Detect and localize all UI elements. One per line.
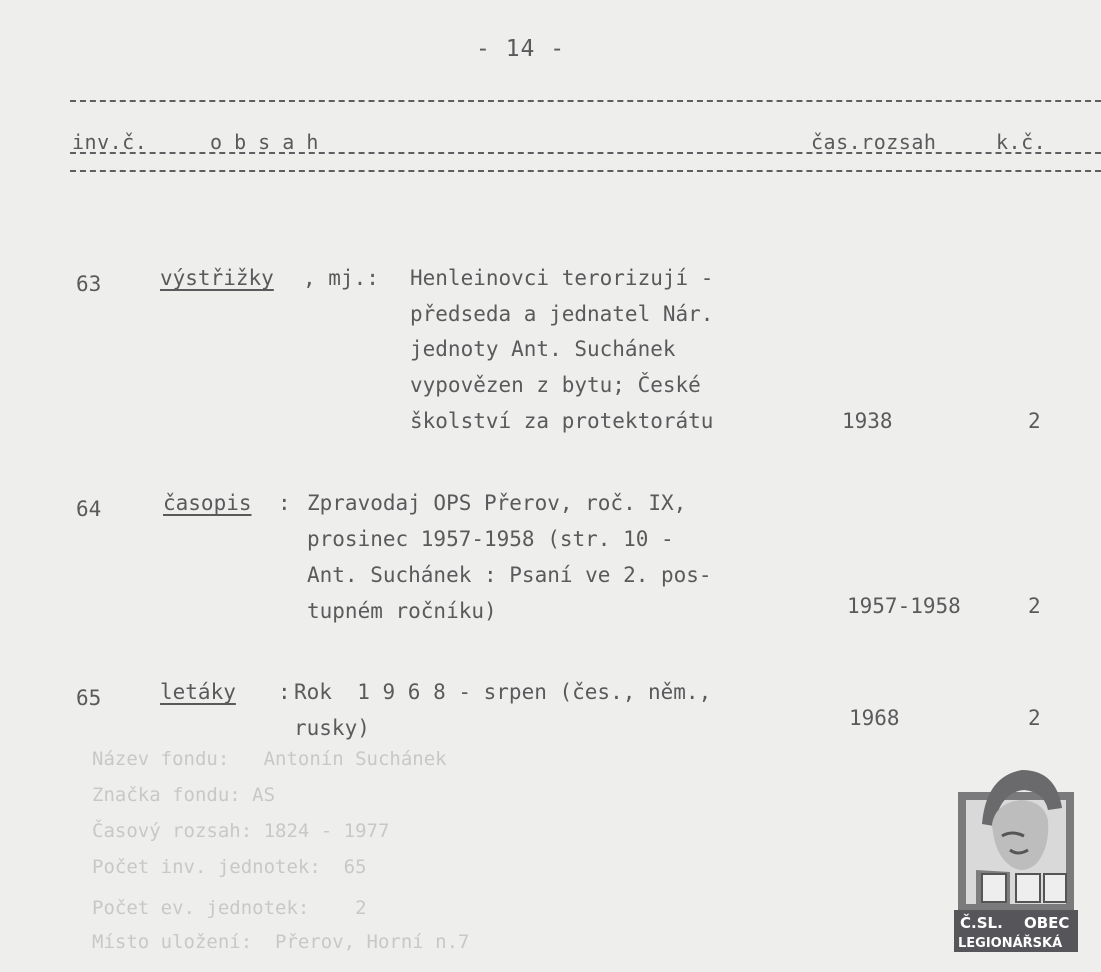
entry-line: předseda a jednatel Nár. (410, 302, 714, 326)
entry-suffix: , mj.: (303, 266, 379, 290)
entry-line: Ant. Suchánek : Psaní ve 2. pos- (307, 563, 712, 587)
entry-category: výstřižky (160, 266, 274, 290)
entry-suffix: : (278, 491, 291, 515)
ghost-line: Místo uložení: Přerov, Horní n.7 (92, 931, 470, 953)
entry-time-range: 1957-1958 (847, 594, 961, 618)
header-rule-bottom (70, 170, 1101, 172)
header-box: k.č. (996, 130, 1047, 154)
ghost-line: Název fondu: Antonín Suchánek (92, 748, 447, 770)
logo-text-line2: OBEC (1024, 914, 1070, 932)
entry-box: 2 (1028, 409, 1041, 433)
entry-inv: 63 (76, 272, 102, 296)
entry-line: tupném ročníku) (307, 599, 497, 623)
legion-logo (952, 752, 1080, 954)
logo-text-line3: LEGIONÁŘSKÁ (958, 936, 1063, 951)
entry-line: prosinec 1957-1958 (str. 10 - (307, 527, 674, 551)
entry-line: školství za protektorátu (410, 409, 714, 433)
entry-line: jednoty Ant. Suchánek (410, 337, 676, 361)
ghost-line: Značka fondu: AS (92, 784, 276, 806)
entry-line: Rok 1 9 6 8 - srpen (čes., něm., (294, 680, 712, 704)
header-time-range: čas.rozsah (811, 130, 937, 154)
entry-inv: 64 (76, 497, 102, 521)
ghost-line: Časový rozsah: 1824 - 1977 (92, 820, 390, 842)
entry-inv: 65 (76, 686, 102, 710)
entry-line: vypovězen z bytu; České (410, 373, 701, 397)
ghost-line: Počet ev. jednotek: 2 (92, 897, 367, 919)
page-number: - 14 - (476, 36, 566, 62)
entry-suffix: : (278, 680, 291, 704)
header-rule-top (70, 100, 1101, 102)
entry-line: Zpravodaj OPS Přerov, roč. IX, (307, 491, 687, 515)
logo-text-line1: Č.SL. (960, 914, 1003, 932)
entry-category: letáky (160, 680, 236, 704)
entry-line: rusky) (294, 716, 370, 740)
entry-line: Henleinovci terorizují - (410, 266, 714, 290)
header-inv: inv.č. (72, 130, 148, 154)
entry-time-range: 1938 (842, 409, 893, 433)
header-rule-mid (70, 152, 1101, 154)
entry-box: 2 (1028, 706, 1041, 730)
entry-box: 2 (1028, 594, 1041, 618)
entry-category: časopis (163, 491, 252, 515)
ghost-line: Počet inv. jednotek: 65 (92, 856, 367, 878)
header-content: o b s a h (210, 130, 319, 154)
entry-time-range: 1968 (849, 706, 900, 730)
